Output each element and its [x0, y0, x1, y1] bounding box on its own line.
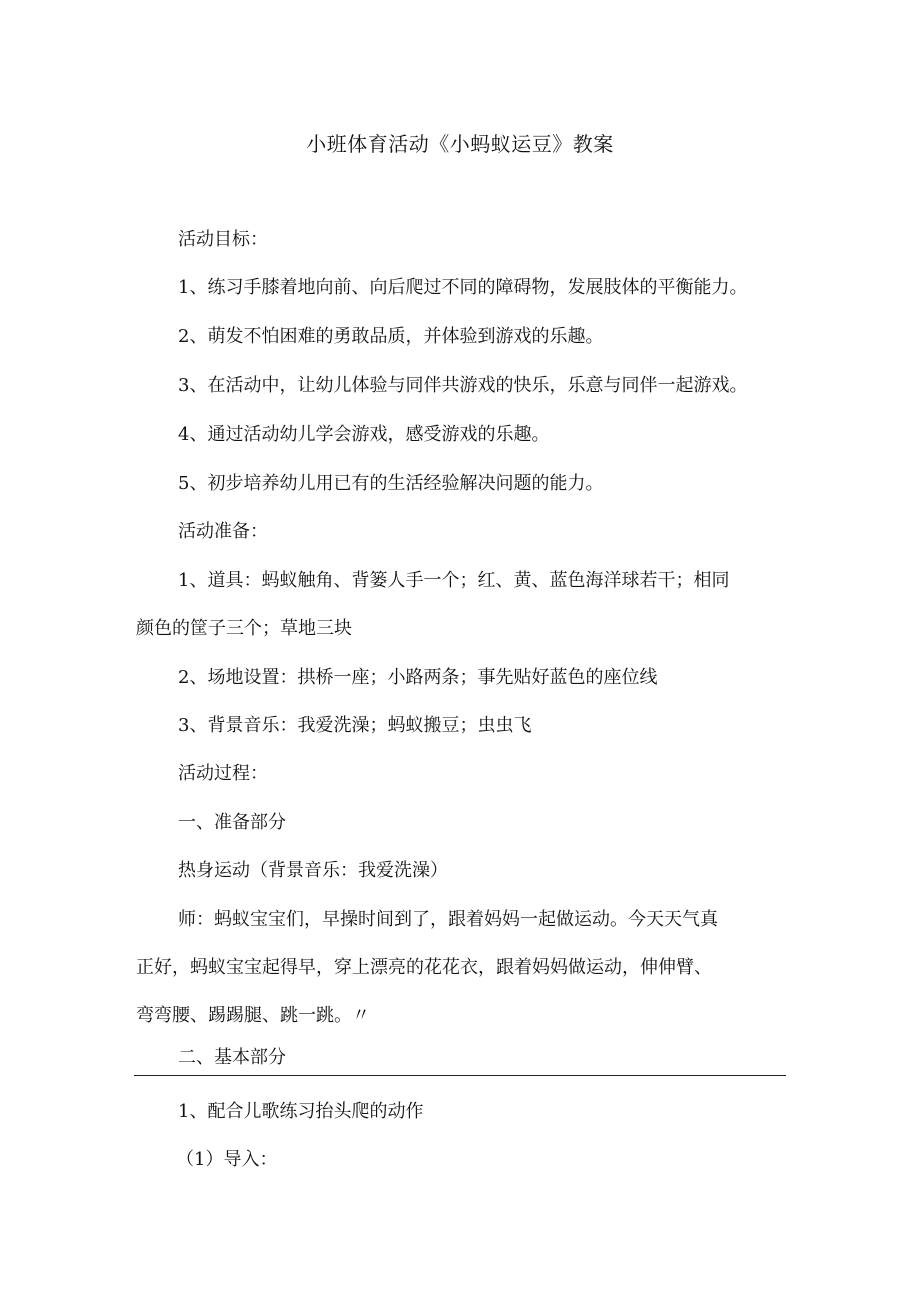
goal-item-4: 4、通过活动幼儿学会游戏，感受游戏的乐趣。	[178, 424, 550, 445]
preparation-item-2: 2、场地设置：拱桥一座；小路两条；事先贴好蓝色的座位线	[178, 667, 658, 688]
goal-item-1: 1、练习手膝着地向前、向后爬过不同的障碍物，发展肢体的平衡能力。	[178, 277, 748, 298]
goal-item-3: 3、在活动中，让幼儿体验与同伴共游戏的快乐，乐意与同伴一起游戏。	[178, 375, 748, 396]
preparation-item-1-line-2: 颜色的筐子三个；草地三块	[136, 618, 352, 639]
teacher-speech-line-2: 正好，蚂蚁宝宝起得早，穿上漂亮的花花衣，跟着妈妈做运动，伸伸臂、	[136, 957, 712, 978]
preparation-item-3: 3、背景音乐：我爱洗澡；蚂蚁搬豆；虫虫飞	[178, 715, 532, 736]
goals-heading: 活动目标：	[178, 229, 268, 250]
process-part-2: 二、基本部分	[178, 1047, 286, 1068]
step-1: 1、配合儿歌练习抬头爬的动作	[178, 1101, 424, 1122]
document-title: 小班体育活动《小蚂蚁运豆》教案	[306, 132, 614, 156]
warmup-text: 热身运动（背景音乐：我爱洗澡）	[178, 860, 448, 881]
process-part-1: 一、准备部分	[178, 812, 286, 833]
step-1-sub: （1）导入：	[176, 1149, 278, 1170]
preparation-item-1-line-1: 1、道具：蚂蚁触角、背篓人手一个；红、黄、蓝色海洋球若干；相同	[178, 570, 730, 591]
goal-item-2: 2、萌发不怕困难的勇敢品质，并体验到游戏的乐趣。	[178, 326, 604, 347]
preparation-heading: 活动准备：	[178, 521, 268, 542]
teacher-speech-line-3: 弯弯腰、踢踢腿、跳一跳。〃	[136, 1005, 370, 1026]
process-heading: 活动过程：	[178, 763, 268, 784]
teacher-speech-line-1: 师：蚂蚁宝宝们，早操时间到了，跟着妈妈一起做运动。今天天气真	[178, 909, 718, 930]
goal-item-5: 5、初步培养幼儿用已有的生活经验解决问题的能力。	[178, 473, 604, 494]
horizontal-rule	[134, 1075, 786, 1076]
